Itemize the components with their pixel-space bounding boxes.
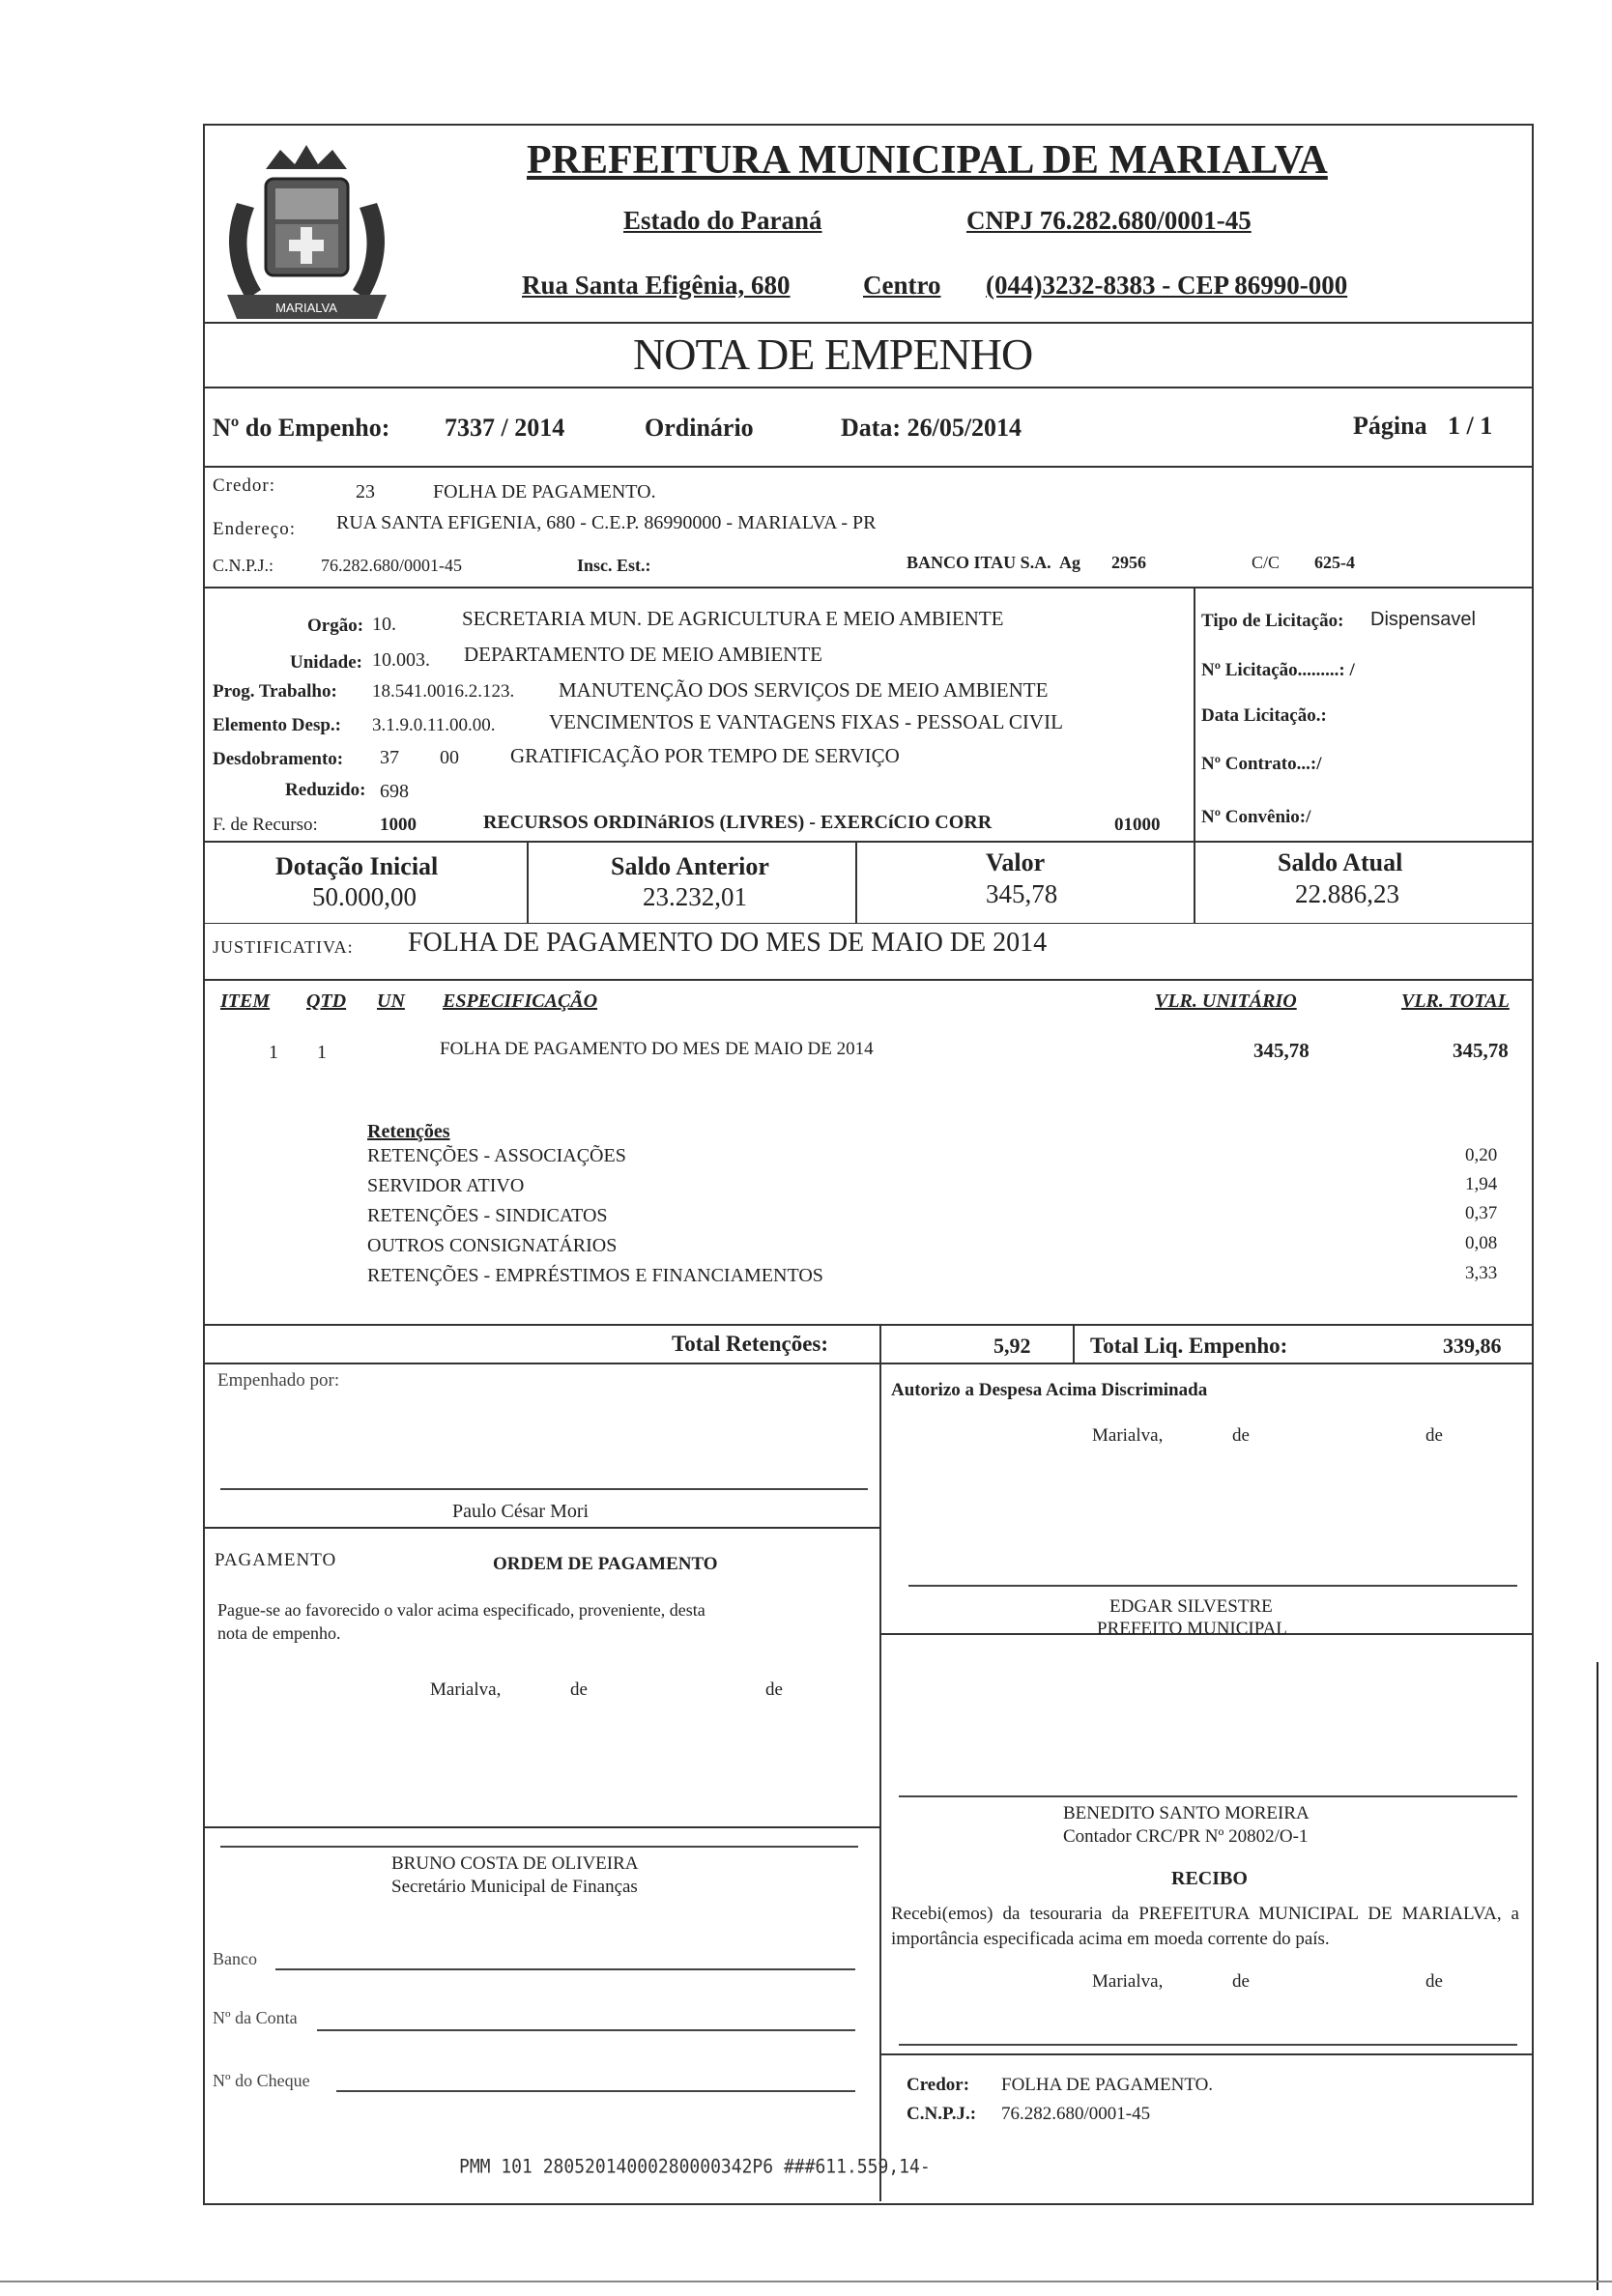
retencoes-title: Retenções xyxy=(367,1121,450,1142)
tipo-licitacao: Dispensavel xyxy=(1370,609,1476,630)
elemento-code: 3.1.9.0.11.00.00. xyxy=(372,715,496,735)
elemento-name: VENCIMENTOS E VANTAGENS FIXAS - PESSOAL CIVIL xyxy=(549,710,1063,733)
dotacao-value: 50.000,00 xyxy=(312,882,417,911)
header-district: Centro xyxy=(863,271,941,300)
justificativa-text: FOLHA DE PAGAMENTO DO MES DE MAIO DE 2014 xyxy=(408,928,1048,958)
saldo-anterior-label: Saldo Anterior xyxy=(611,852,769,880)
pagamento-de-2: de xyxy=(765,1679,783,1700)
convenio-number: Nº Convênio:/ xyxy=(1201,807,1311,827)
retencao-row-label: RETENÇÕES - SINDICATOS xyxy=(367,1205,608,1226)
saldo-anterior-value: 23.232,01 xyxy=(643,882,747,911)
autorizo-de-1: de xyxy=(1232,1425,1250,1446)
pague-line-2: nota de empenho. xyxy=(217,1623,341,1643)
total-retencoes-value: 5,92 xyxy=(993,1334,1031,1358)
credor-cnpj: 76.282.680/0001-45 xyxy=(321,556,462,575)
cheque-field[interactable] xyxy=(336,2090,855,2092)
scan-edge-right xyxy=(1597,1662,1598,2290)
col-especificacao: ESPECIFICAÇÃO xyxy=(443,990,598,1012)
empenho-number-label: Nº do Empenho: xyxy=(213,414,390,442)
autorizo-de-2: de xyxy=(1425,1425,1443,1446)
account-label: C/C xyxy=(1252,553,1281,572)
contador-name: BENEDITO SANTO MOREIRA xyxy=(1063,1803,1310,1823)
desdobramento-subcode: 00 xyxy=(440,747,459,768)
header-cnpj: CNPJ 76.282.680/0001-45 xyxy=(966,206,1252,235)
empenho-date: Data: 26/05/2014 xyxy=(841,414,1022,442)
desdobramento-name: GRATIFICAÇÃO POR TEMPO DE SERVIÇO xyxy=(510,744,900,767)
address-label: Endereço: xyxy=(213,519,297,539)
licitacao-number: Nº Licitação.........: / xyxy=(1201,660,1355,680)
bank-name: BANCO ITAU S.A. xyxy=(907,553,1051,572)
banco-field[interactable] xyxy=(275,1968,855,1970)
dotacao-label: Dotação Inicial xyxy=(275,852,439,880)
recurso-code-2: 01000 xyxy=(1114,815,1161,835)
pague-line-1: Pague-se ao favorecido o valor acima especificado, proveniente, desta xyxy=(217,1600,705,1620)
item-qty: 1 xyxy=(317,1042,327,1063)
page-label: Página xyxy=(1353,412,1427,440)
unidade-label: Unidade: xyxy=(290,652,362,673)
credor-code: 23 xyxy=(356,481,375,502)
secretario-name: BRUNO COSTA DE OLIVEIRA xyxy=(391,1853,639,1874)
reduzido-value: 698 xyxy=(380,781,409,802)
recibo-city: Marialva, xyxy=(1092,1971,1164,1992)
unidade-name: DEPARTAMENTO DE MEIO AMBIENTE xyxy=(464,643,822,666)
prog-code: 18.541.0016.2.123. xyxy=(372,681,515,702)
insc-est-label: Insc. Est.: xyxy=(577,556,651,575)
recibo-cnpj: 76.282.680/0001-45 xyxy=(1001,2104,1151,2124)
empenhado-signer: Paulo César Mori xyxy=(452,1501,590,1522)
justificativa-label: JUSTIFICATIVA: xyxy=(213,937,354,957)
prog-name: MANUTENÇÃO DOS SERVIÇOS DE MEIO AMBIENTE xyxy=(559,678,1049,702)
orgao-code: 10. xyxy=(372,614,396,635)
desdobramento-label: Desdobramento: xyxy=(213,749,344,769)
recibo-credor-label: Credor: xyxy=(907,2075,970,2095)
banco-label: Banco xyxy=(213,1949,257,1968)
retencao-row-label: SERVIDOR ATIVO xyxy=(367,1175,525,1196)
recibo-text: Recebi(emos) da tesouraria da PREFEITURA MUNICIPAL DE MARIALVA, a importância especificada acima em moeda corrente do país. xyxy=(891,1904,1519,1949)
header-phone-cep: (044)3232-8383 - CEP 86990-000 xyxy=(986,271,1348,300)
prefeito-name: EDGAR SILVESTRE xyxy=(1109,1596,1273,1617)
pagamento-de-1: de xyxy=(570,1679,588,1700)
contador-role: Contador CRC/PR Nº 20802/O-1 xyxy=(1063,1826,1309,1847)
recurso-label: F. de Recurso: xyxy=(213,815,318,835)
page-number: 1 / 1 xyxy=(1448,412,1493,440)
unidade-code: 10.003. xyxy=(372,649,430,671)
col-un: UN xyxy=(377,990,405,1012)
recibo-credor: FOLHA DE PAGAMENTO. xyxy=(1001,2075,1214,2095)
state-label: Estado do Paraná xyxy=(623,206,822,235)
conta-field[interactable] xyxy=(317,2029,855,2031)
valor-label: Valor xyxy=(986,848,1046,876)
retencao-row-value: 0,20 xyxy=(1465,1145,1498,1165)
col-qtd: QTD xyxy=(306,990,347,1012)
saldo-atual-label: Saldo Atual xyxy=(1278,848,1403,876)
cnpj-label: C.N.P.J.: xyxy=(213,556,274,575)
col-vlr-unitario: VLR. UNITÁRIO xyxy=(1155,990,1297,1012)
retencao-row-label: RETENÇÕES - ASSOCIAÇÕES xyxy=(367,1145,626,1166)
item-total-value: 345,78 xyxy=(1453,1039,1509,1062)
document-title: NOTA DE EMPENHO xyxy=(633,330,1033,379)
credor-address: RUA SANTA EFIGENIA, 680 - C.E.P. 86990000 - MARIALVA - PR xyxy=(336,512,877,533)
total-liquido-value: 339,86 xyxy=(1443,1334,1502,1358)
orgao-name: SECRETARIA MUN. DE AGRICULTURA E MEIO AMBIENTE xyxy=(462,607,1004,630)
autorizo-label: Autorizo a Despesa Acima Discriminada xyxy=(891,1380,1208,1400)
desdobramento-code: 37 xyxy=(380,747,399,768)
empenhado-por-label: Empenhado por: xyxy=(217,1370,340,1391)
elemento-label: Elemento Desp.: xyxy=(213,715,341,735)
retencao-row-label: RETENÇÕES - EMPRÉSTIMOS E FINANCIAMENTOS xyxy=(367,1265,823,1286)
credor-label: Credor: xyxy=(213,475,276,496)
saldo-atual-value: 22.886,23 xyxy=(1295,879,1399,908)
recibo-de-2: de xyxy=(1425,1971,1443,1992)
item-number: 1 xyxy=(269,1042,278,1063)
empenho-number: 7337 / 2014 xyxy=(445,414,565,442)
svg-text:MARIALVA: MARIALVA xyxy=(275,301,337,315)
recurso-code: 1000 xyxy=(380,815,417,835)
item-description: FOLHA DE PAGAMENTO DO MES DE MAIO DE 2014 xyxy=(440,1039,874,1059)
retencao-row-value: 0,37 xyxy=(1465,1203,1498,1223)
barcode-text: PMM 101 28052014000280000342P6 ###611.559,14- xyxy=(459,2155,931,2179)
pagamento-city: Marialva, xyxy=(430,1679,502,1700)
total-retencoes-label: Total Retenções: xyxy=(672,1332,829,1356)
recibo-title: RECIBO xyxy=(1171,1868,1248,1889)
header-address: Rua Santa Efigênia, 680 xyxy=(522,271,791,300)
recurso-name: RECURSOS ORDINáRIOS (LIVRES) - EXERCíCIO CORR xyxy=(483,812,993,833)
city-hall-title: PREFEITURA MUNICIPAL DE MARIALVA xyxy=(527,138,1328,183)
secretario-role: Secretário Municipal de Finanças xyxy=(391,1877,638,1897)
licitacao-date: Data Licitação.: xyxy=(1201,705,1327,726)
account-number: 625-4 xyxy=(1314,553,1355,572)
prefeito-role: PREFEITO MUNICIPAL xyxy=(1097,1619,1287,1639)
agency-label: Ag xyxy=(1059,553,1080,572)
empenho-type: Ordinário xyxy=(645,414,754,442)
tipo-licitacao-label: Tipo de Licitação: xyxy=(1201,611,1344,631)
valor-value: 345,78 xyxy=(986,879,1058,908)
item-unit-value: 345,78 xyxy=(1253,1039,1310,1062)
prog-label: Prog. Trabalho: xyxy=(213,681,337,702)
agency-number: 2956 xyxy=(1111,553,1146,572)
autorizo-city: Marialva, xyxy=(1092,1425,1164,1446)
retencao-row-value: 1,94 xyxy=(1465,1174,1498,1194)
scan-edge-bottom xyxy=(0,2281,1612,2282)
ordem-pagamento-label: ORDEM DE PAGAMENTO xyxy=(493,1554,718,1574)
col-vlr-total: VLR. TOTAL xyxy=(1401,990,1510,1012)
retencao-row-value: 0,08 xyxy=(1465,1233,1498,1253)
conta-label: Nº da Conta xyxy=(213,2008,298,2027)
pagamento-label: PAGAMENTO xyxy=(215,1550,337,1570)
recibo-de-1: de xyxy=(1232,1971,1250,1992)
orgao-label: Orgão: xyxy=(307,616,364,636)
reduzido-label: Reduzido: xyxy=(285,780,366,800)
credor-name: FOLHA DE PAGAMENTO. xyxy=(433,481,656,502)
retencao-row-label: OUTROS CONSIGNATÁRIOS xyxy=(367,1235,618,1256)
total-liquido-label: Total Liq. Empenho: xyxy=(1090,1334,1288,1358)
cheque-label: Nº do Cheque xyxy=(213,2071,310,2090)
retencao-row-value: 3,33 xyxy=(1465,1263,1498,1283)
contrato-number: Nº Contrato...:/ xyxy=(1201,754,1322,774)
recibo-cnpj-label: C.N.P.J.: xyxy=(907,2104,977,2124)
col-item: ITEM xyxy=(220,990,271,1012)
